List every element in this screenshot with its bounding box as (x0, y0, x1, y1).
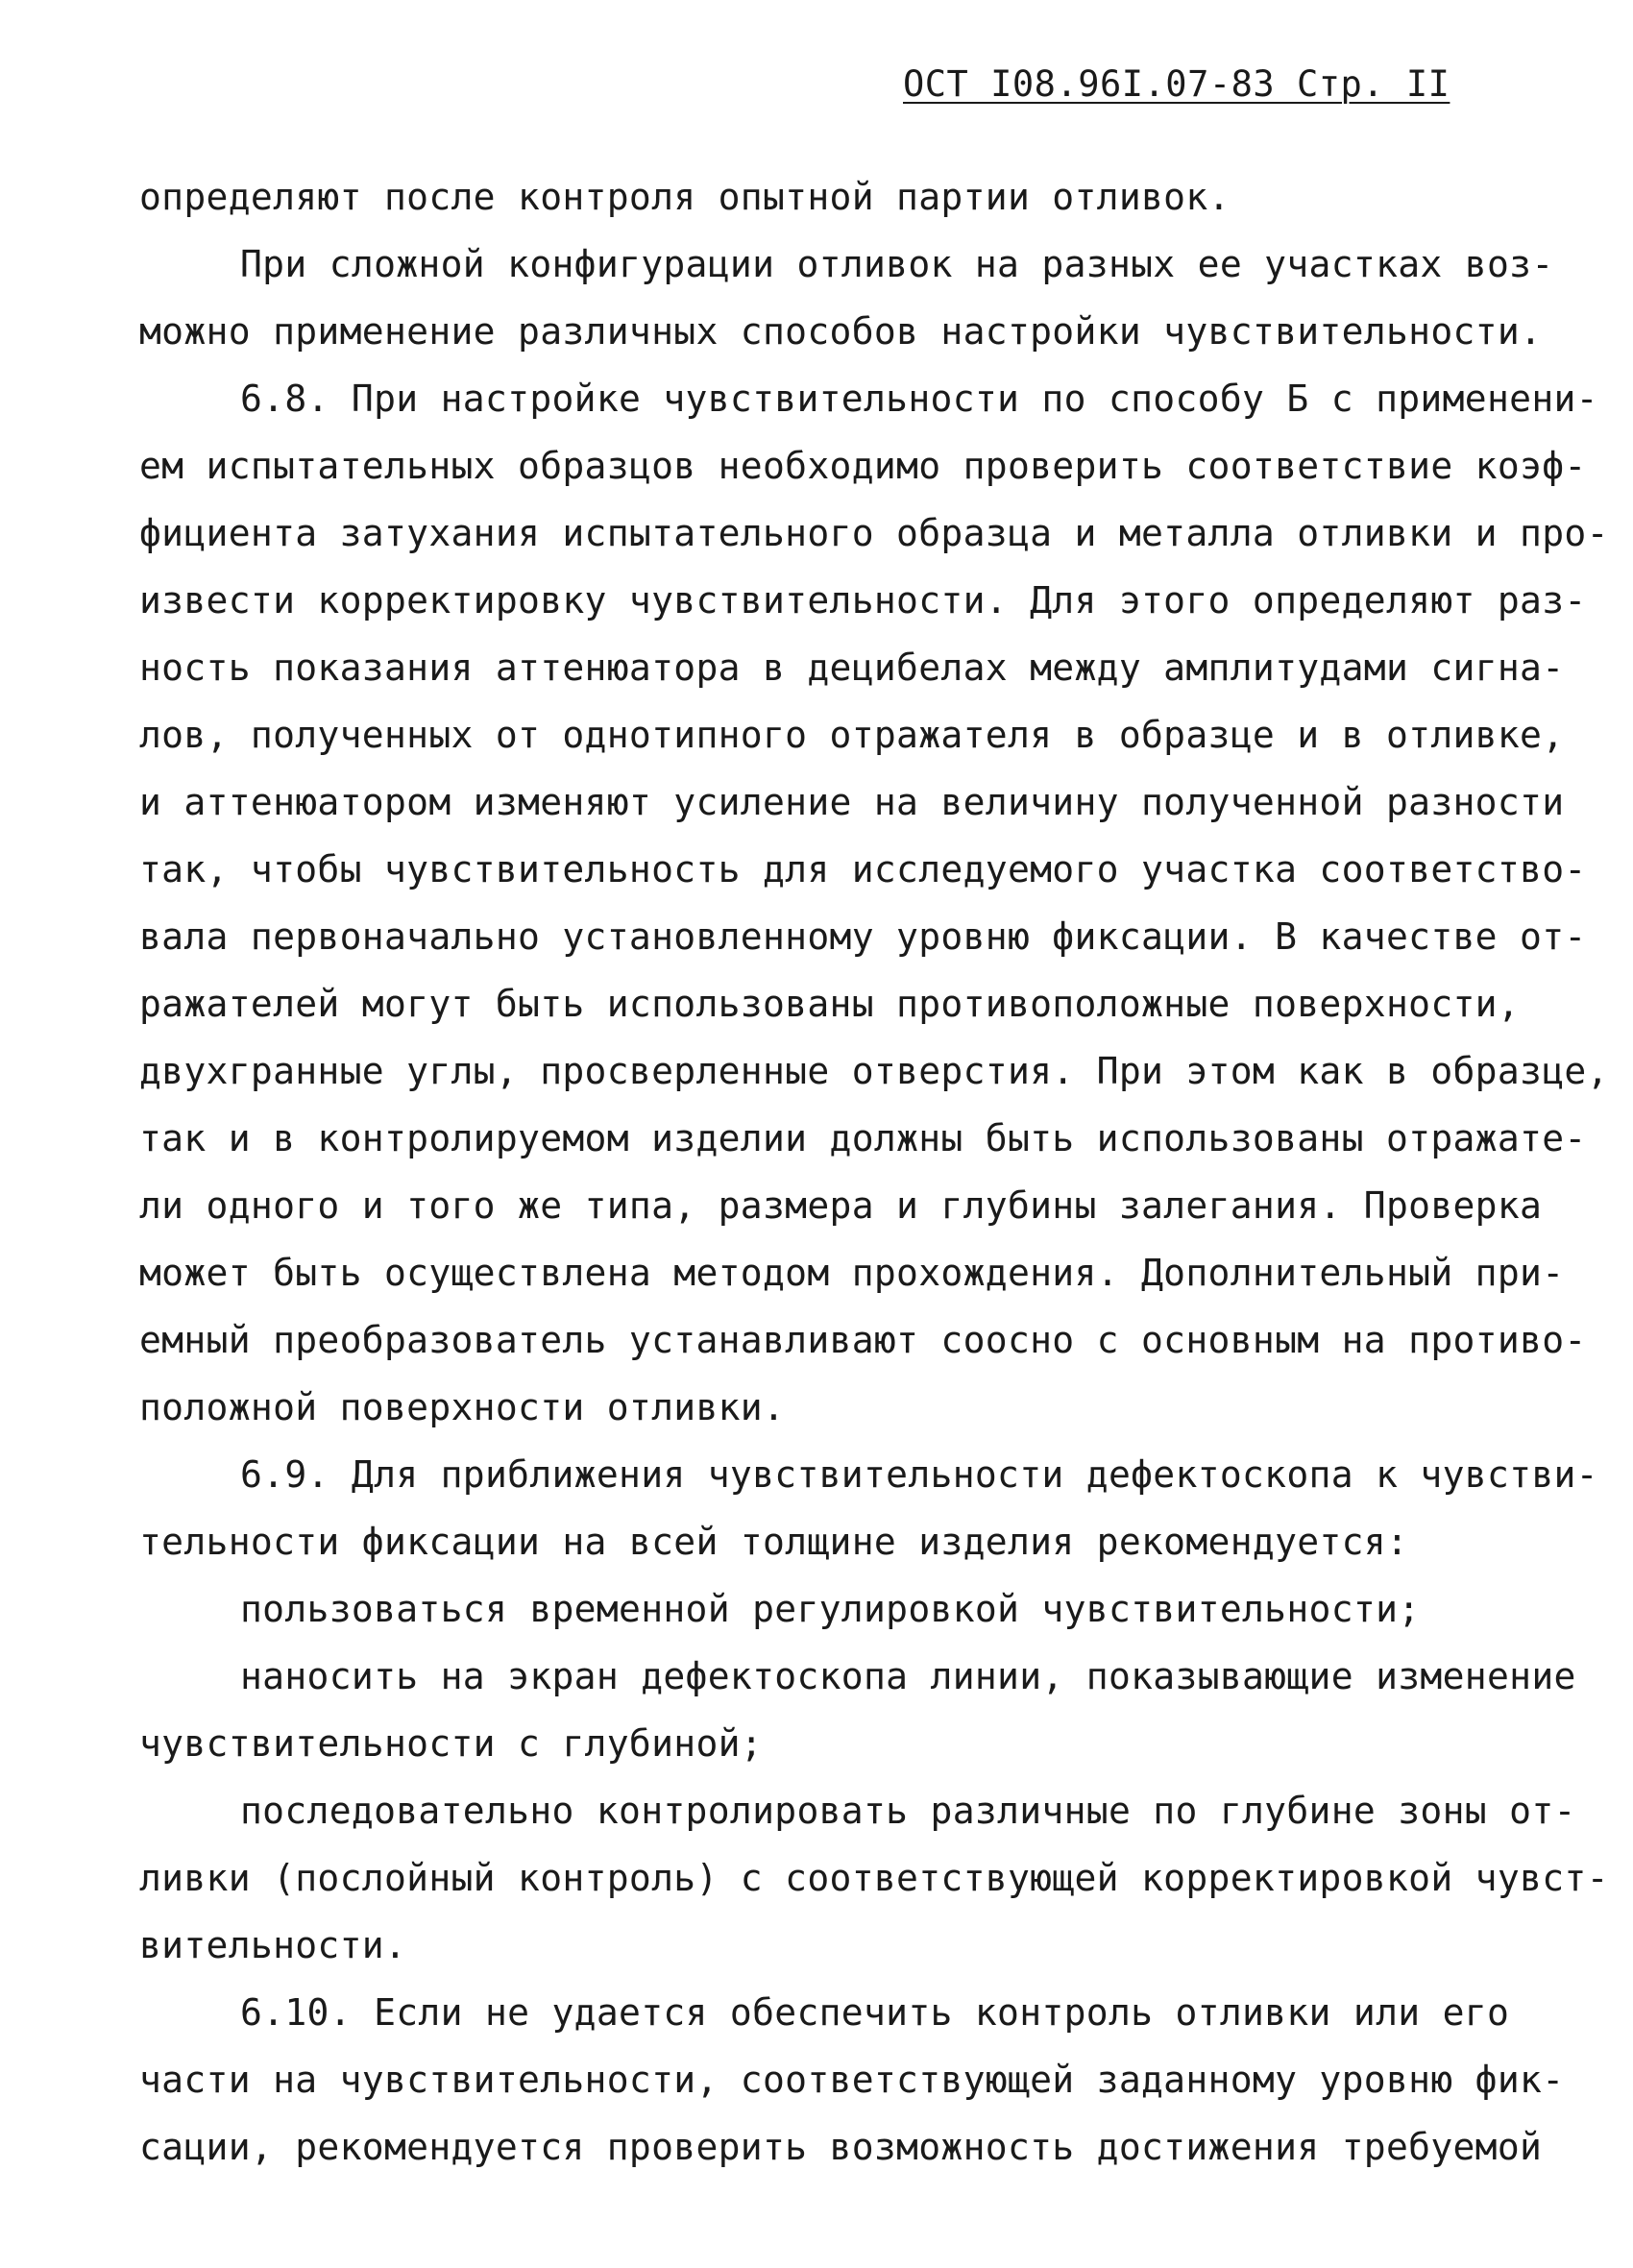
text-line: емный преобразователь устанавливают соосно с основным на противо- (139, 1319, 1587, 1361)
text-line: и аттенюатором изменяют усиление на величину полученной разности (139, 781, 1565, 823)
text-line: ливки (послойный контроль) с соответствующей корректировкой чувст- (139, 1857, 1609, 1899)
text-line: так, чтобы чувствительность для исследуемого участка соответство- (139, 848, 1587, 890)
text-line: вительности. (139, 1924, 407, 1966)
text-line: так и в контролируемом изделии должны быть использованы отражате- (139, 1117, 1587, 1159)
text-line: ем испытательных образцов необходимо проверить соответствие коэф- (139, 445, 1587, 487)
text-line: ражателей могут быть использованы противоположные поверхности, (139, 983, 1521, 1025)
text-line: пользоваться временной регулировкой чувствительности; (240, 1588, 1421, 1630)
text-line: лов, полученных от однотипного отражателя в образце и в отливке, (139, 714, 1565, 756)
text-line: 6.9. Для приближения чувствительности дефектоскопа к чувстви- (240, 1453, 1598, 1496)
document-body (139, 163, 1609, 2181)
text-line: ли одного и того же типа, размера и глубины залегания. Проверка (139, 1184, 1543, 1227)
text-line: может быть осуществлена методом прохождения. Дополнительный при- (139, 1252, 1565, 1294)
text-line: вала первоначально установленному уровню фиксации. В качестве от- (139, 915, 1587, 958)
text-line: наносить на экран дефектоскопа линии, показывающие изменение (240, 1655, 1576, 1697)
text-line: тельности фиксации на всей толщине изделия рекомендуется: (139, 1521, 1409, 1563)
text-line: фициента затухания испытательного образца и металла отливки и про- (139, 512, 1609, 554)
text-line: последовательно контролировать различные по глубине зоны от- (240, 1790, 1576, 1832)
text-line: сации, рекомендуется проверить возможность достижения требуемой (139, 2126, 1543, 2168)
text-line: ность показания аттенюатора в децибелах между амплитудами сигна- (139, 646, 1565, 689)
page-header: ОСТ I08.96I.07-83 Стр. II (903, 63, 1450, 105)
text-line: положной поверхности отливки. (139, 1386, 786, 1428)
text-line: извести корректировку чувствительности. Для этого определяют раз- (139, 579, 1587, 622)
text-line: определяют после контроля опытной партии отливок. (139, 176, 1231, 218)
text-line: двухгранные углы, просверленные отверстия. При этом как в образце, (139, 1050, 1609, 1092)
text-line: 6.8. При настройке чувствительности по способу Б с применени- (240, 378, 1598, 420)
text-line: части на чувствительности, соответствующей заданному уровню фик- (139, 2059, 1565, 2101)
text-line: можно применение различных способов настройки чувствительности. (139, 310, 1543, 353)
text-line: чувствительности с глубиной; (139, 1722, 763, 1765)
text-line: При сложной конфигурации отливок на разных ее участках воз- (240, 243, 1554, 285)
text-line: 6.10. Если не удается обеспечить контроль отливки или его (240, 1991, 1510, 2034)
